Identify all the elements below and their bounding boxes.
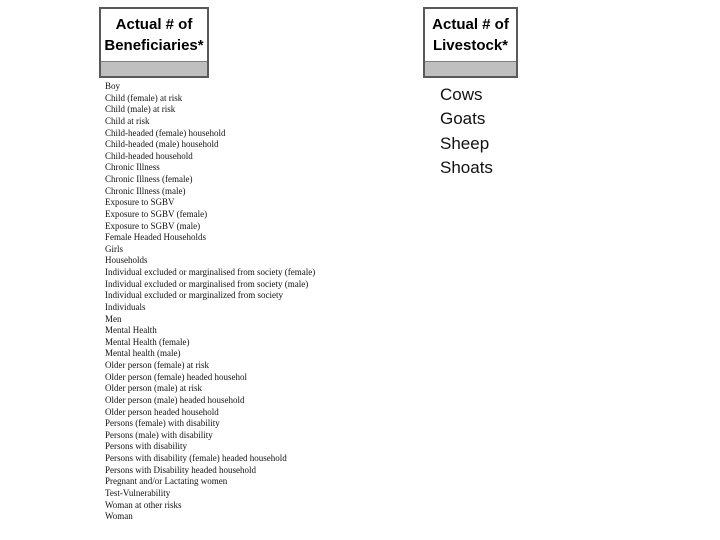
list-item: Girls [105,243,123,254]
list-item: Chronic Illness [105,162,160,173]
list-item: Shoats [440,157,493,177]
list-item: Woman at other risks [105,499,182,510]
list-item: Child (female) at risk [105,92,183,103]
list-item: Sheep [440,133,490,153]
list-item: Exposure to SGBV (female) [105,208,208,219]
list-item: Goats [440,109,486,129]
list-item: Pregnant and/or Lactating women [105,476,228,487]
list-item: Older person (male) at risk [105,383,202,394]
list-item: Chronic Illness (male) [105,185,186,196]
list-item: Persons with Disability headed household [105,464,256,475]
list-item: Exposure to SGBV [105,197,175,208]
list-item: Test-Vulnerability [105,487,171,498]
list-item: Individual excluded or marginalized from society [105,290,284,301]
list-item: Child at risk [105,115,150,126]
list-item: Female Headed Households [105,232,206,243]
list-item: Mental Health [105,325,157,336]
list-item: Persons with disability [105,441,188,452]
list-item: Chronic Illness (female) [105,174,193,184]
beneficiary-type-list [105,81,315,523]
list-item: Older person (male) headed household [105,394,245,405]
list-item: Persons (female) with disability [105,418,220,429]
list-item: Child-headed (male) household [105,139,219,150]
list-item: Child-headed (female) household [105,127,226,138]
list-item: Woman [105,511,133,522]
list-item: Older person (female) headed househol [105,371,247,382]
list-item: Exposure to SGBV (male) [105,220,201,231]
list-item: Individuals [105,301,146,312]
livestock-type-list [440,83,493,180]
livestock-header-title: Actual # of Livestock* [425,9,516,62]
list-item: Mental health (male) [105,348,181,359]
list-item: Mental Health (female) [105,336,190,347]
list-item: Cows [440,85,483,104]
list-item: Child-headed household [105,150,193,161]
list-item: Individual excluded or marginalised from society (male) [105,278,309,289]
list-item: Boy [105,81,121,91]
beneficiaries-header-title: Actual # of Beneficiaries* [101,9,207,62]
list-item: Child (male) at risk [105,104,176,115]
list-item: Older person (female) at risk [105,360,209,370]
list-item: Households [105,255,148,266]
list-item: Men [105,313,122,324]
list-item: Persons with disability (female) headed household [105,453,287,463]
livestock-header-cell [423,7,518,78]
list-item: Individual excluded or marginalised from society (female) [105,267,316,277]
list-item: Persons (male) with disability [105,429,213,440]
list-item: Older person headed household [105,406,219,417]
beneficiaries-header-cell [99,7,209,78]
